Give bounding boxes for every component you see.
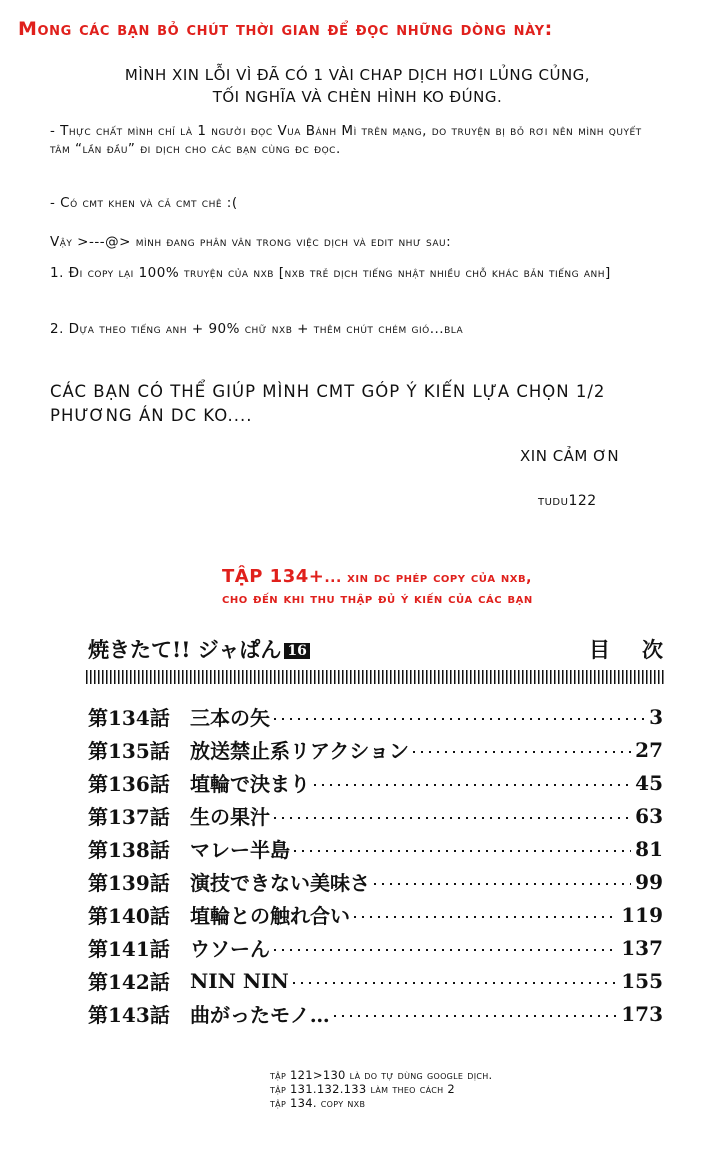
apology-line-1: MÌNH XIN LỖI VÌ ĐÃ CÓ 1 VÀI CHAP DỊCH HƠI LỦNG CỦNG, — [124, 66, 591, 84]
dot-leader — [413, 751, 631, 753]
volume-note — [222, 566, 692, 610]
chapter-title: マレー半島 — [190, 838, 290, 862]
chapter-page: 137 — [621, 935, 663, 960]
request-for-feedback: CÁC BẠN CÓ THỂ GIÚP MÌNH CMT GÓP Ý KIẾN LỰA CHỌN 1/2 PHƯƠNG ÁN DC KO.... — [50, 382, 606, 425]
chapter-page: 173 — [621, 1001, 663, 1026]
apology-line-2: TỐI NGHĨA VÀ CHÈN HÌNH KO ĐÚNG. — [212, 88, 503, 106]
footnote-line-2: tập 131.132.133 làm theo cách 2 — [270, 1082, 456, 1096]
chapter-page: 99 — [635, 869, 663, 894]
volume-note-highlight: TẬP 134+ — [222, 566, 325, 587]
toc-row — [88, 733, 663, 766]
chapter-number: 第139話 — [88, 871, 170, 895]
toc-header — [88, 634, 695, 664]
dot-leader — [334, 1015, 617, 1017]
footnote-line-3: tập 134. copy nxb — [270, 1096, 366, 1110]
chapter-title: ウソーん — [190, 937, 270, 961]
toc-row — [88, 898, 663, 931]
chapter-title: 曲がったモノ… — [190, 1003, 330, 1027]
signature: tudu122 — [538, 493, 597, 509]
toc-row — [88, 832, 663, 865]
dot-leader — [354, 916, 617, 918]
dot-leader — [314, 784, 631, 786]
paragraph-options-intro: Vậy >---@> mình đang phân vân trong việc dịch và edit như sau: — [50, 234, 452, 250]
toc-row — [88, 865, 663, 898]
chapter-page: 45 — [635, 770, 663, 795]
toc-row — [88, 700, 663, 733]
chapter-number: 第136話 — [88, 772, 170, 796]
paragraph-option-2: 2. Dựa theo tiếng anh + 90% chữ nxb + thêm chút chém gió...bla — [50, 321, 464, 337]
toc-divider — [86, 670, 664, 684]
chapter-page: 155 — [621, 968, 663, 993]
dot-leader — [293, 982, 617, 984]
chapter-number: 第138話 — [88, 838, 170, 862]
thanks-text: XIN CẢM ƠN — [520, 447, 620, 465]
footnote — [270, 1068, 493, 1110]
chapter-number: 第134話 — [88, 706, 170, 730]
dot-leader — [294, 850, 631, 852]
volume-badge: 16 — [284, 643, 309, 659]
chapter-number: 第140話 — [88, 904, 170, 928]
dot-leader — [374, 883, 631, 885]
paragraph-comments: - Có cmt khen và cả cmt chê :( — [50, 195, 238, 211]
dot-leader — [274, 718, 645, 720]
chapter-title: 三本の矢 — [190, 706, 270, 730]
chapter-title: 演技できない美味さ — [190, 871, 370, 895]
volume-note-rest: ... xin dc phép copy của nxb, — [324, 570, 532, 586]
chapter-page: 3 — [649, 704, 663, 729]
toc-row — [88, 964, 663, 997]
footnote-line-1: tập 121>130 là do tự dùng google dịch. — [270, 1068, 493, 1082]
chapter-number: 第135話 — [88, 739, 170, 763]
chapter-page: 81 — [635, 836, 663, 861]
chapter-title: 埴輪との触れ合い — [190, 904, 350, 928]
paragraph-option-1: 1. Đi copy lại 100% truyện của nxb [nxb trẻ dịch tiếng nhật nhiều chỗ khác bản tiếng anh] — [50, 265, 611, 281]
chapter-number: 第142話 — [88, 970, 170, 994]
apology-block — [0, 64, 715, 108]
chapter-page: 119 — [621, 902, 663, 927]
notice-title: Mong các bạn bỏ chút thời gian để đọc những dòng này: — [18, 18, 553, 40]
dot-leader — [274, 817, 631, 819]
toc-title-text: 焼きたて!! ジャぱん — [88, 637, 282, 662]
toc-title — [88, 634, 310, 664]
chapter-title: 埴輪で決まり — [190, 772, 310, 796]
toc-row — [88, 799, 663, 832]
chapter-page: 63 — [635, 803, 663, 828]
toc-row — [88, 997, 663, 1030]
volume-note-line-2: cho đến khi thu thập đủ ý kiến của các bạn — [222, 591, 533, 607]
chapter-title: 放送禁止系リアクション — [190, 739, 409, 763]
chapter-title: 生の果汁 — [190, 805, 270, 829]
toc-list — [88, 700, 663, 1030]
chapter-page: 27 — [635, 737, 663, 762]
chapter-number: 第143話 — [88, 1003, 170, 1027]
chapter-number: 第137話 — [88, 805, 170, 829]
chapter-number: 第141話 — [88, 937, 170, 961]
toc-row — [88, 931, 663, 964]
dot-leader — [274, 949, 617, 951]
chapter-title: NIN NIN — [190, 968, 289, 993]
toc-label: 目次 — [589, 637, 695, 662]
paragraph-reader-intro: - Thực chất mình chỉ là 1 người đọc Vua Bánh Mì trên mạng, do truyện bị bỏ rơi nên mình quyết tâm “lần đầu” đi dịch cho các bạn cùng đc đọc. — [50, 123, 642, 157]
toc-row — [88, 766, 663, 799]
volume-note-line-1 — [222, 566, 692, 589]
